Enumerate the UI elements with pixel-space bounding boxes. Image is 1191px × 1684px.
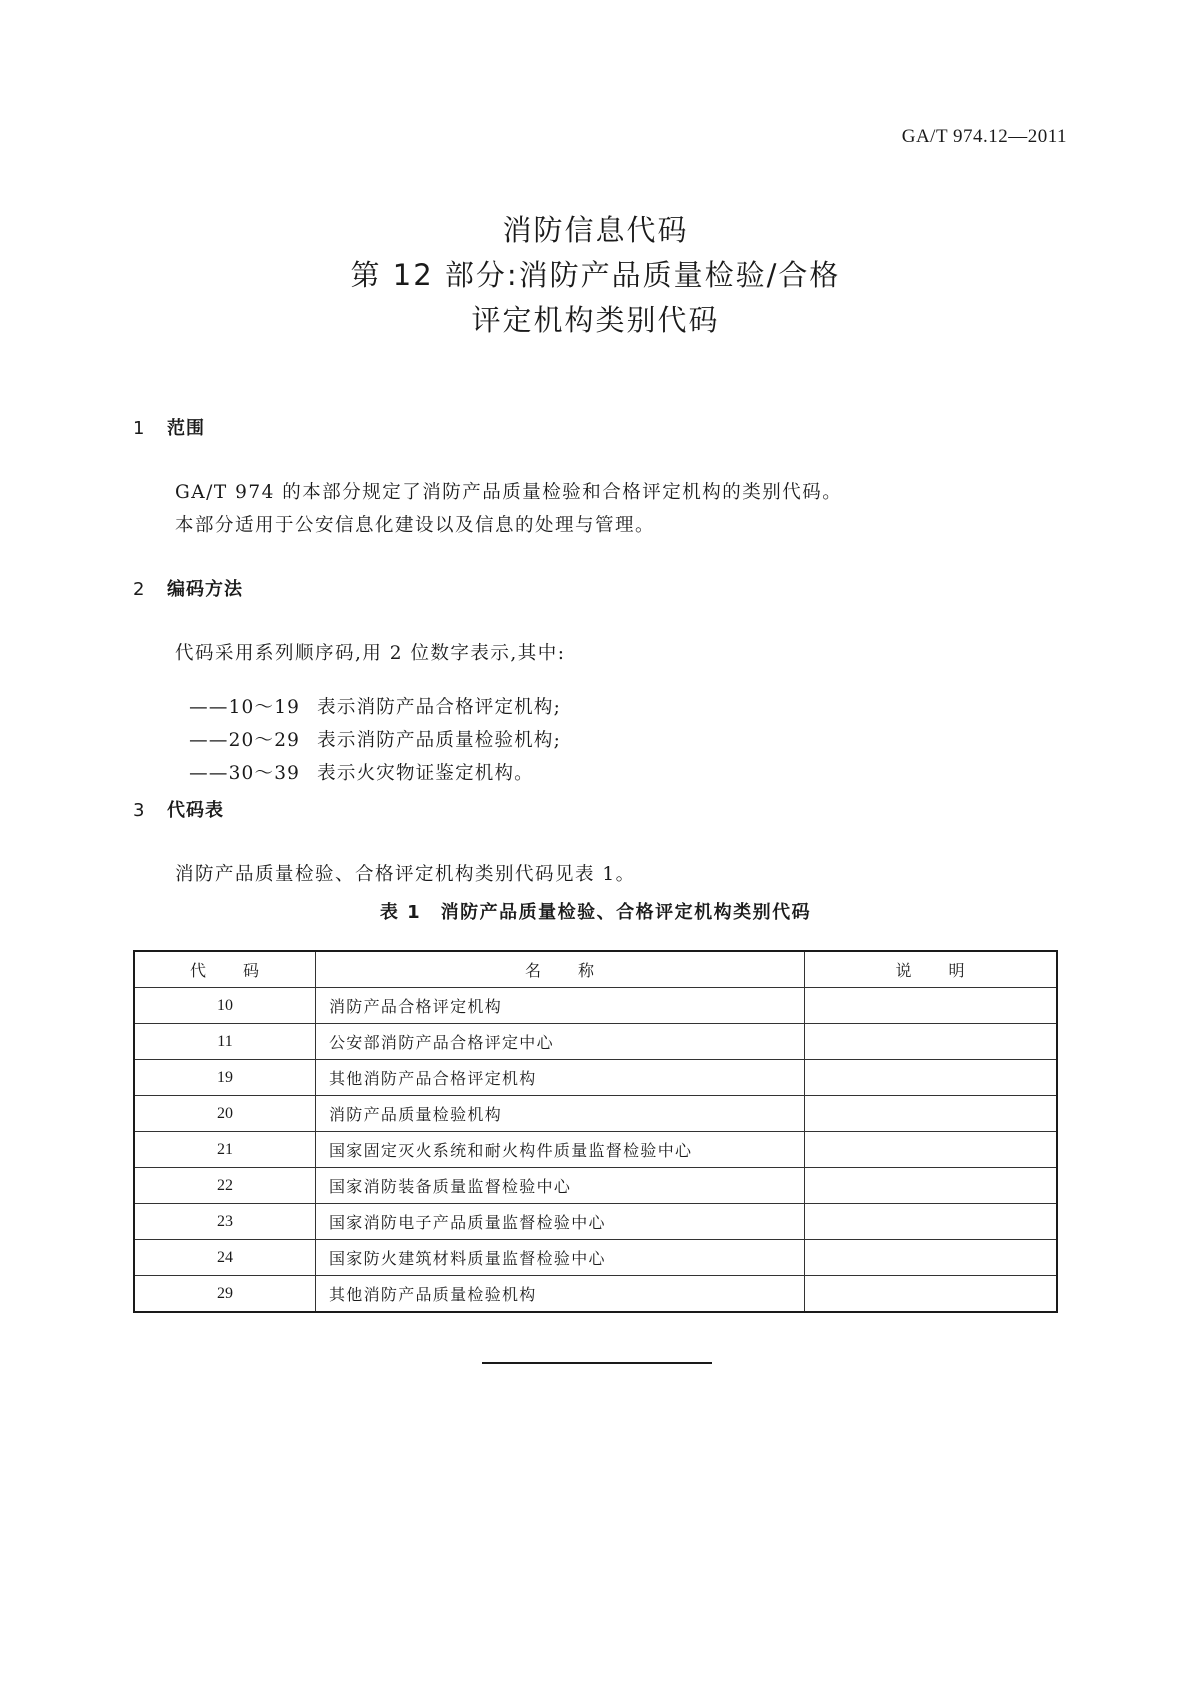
note-cell <box>805 988 1058 1024</box>
column-header-name: 名 称 <box>316 951 805 988</box>
section-heading-scope <box>133 414 205 440</box>
code-cell: 24 <box>134 1240 316 1276</box>
section-number: 2 <box>133 579 146 600</box>
name-cell: 其他消防产品质量检验机构 <box>316 1276 805 1313</box>
table-row <box>134 1240 1057 1276</box>
section-number: 1 <box>133 418 146 439</box>
table-row <box>134 1204 1057 1240</box>
title-line-1: 消防信息代码 <box>502 213 689 247</box>
code-cell: 19 <box>134 1060 316 1096</box>
end-of-document-rule <box>482 1362 712 1364</box>
note-cell <box>805 1096 1058 1132</box>
scope-paragraph-1: GA/T 974 的本部分规定了消防产品质量检验和合格评定机构的类别代码。 <box>175 482 843 503</box>
column-header-note: 说 明 <box>805 951 1058 988</box>
method-intro: 代码采用系列顺序码,用 2 位数字表示,其中: <box>175 643 566 664</box>
scope-paragraph-2: 本部分适用于公安信息化建设以及信息的处理与管理。 <box>175 515 656 536</box>
note-cell <box>805 1060 1058 1096</box>
name-cell: 消防产品合格评定机构 <box>316 988 805 1024</box>
code-table-intro: 消防产品质量检验、合格评定机构类别代码见表 1。 <box>175 864 636 885</box>
code-cell: 22 <box>134 1168 316 1204</box>
column-header-code: 代 码 <box>134 951 316 988</box>
section-number: 3 <box>133 800 146 821</box>
note-cell <box>805 1276 1058 1313</box>
title-line-2: 第 12 部分:消防产品质量检验/合格 <box>350 258 841 292</box>
name-cell: 国家固定灭火系统和耐火构件质量监督检验中心 <box>316 1132 805 1168</box>
section-title: 范围 <box>167 418 205 439</box>
section-heading-method <box>133 575 243 601</box>
code-cell: 11 <box>134 1024 316 1060</box>
note-cell <box>805 1204 1058 1240</box>
name-cell: 国家防火建筑材料质量监督检验中心 <box>316 1240 805 1276</box>
table-row <box>134 1132 1057 1168</box>
list-item <box>175 738 534 785</box>
code-cell: 29 <box>134 1276 316 1313</box>
code-cell: 21 <box>134 1132 316 1168</box>
range-description: 表示消防产品质量检验机构; <box>317 730 562 751</box>
code-cell: 23 <box>134 1204 316 1240</box>
table-row <box>134 988 1057 1024</box>
range-label: ——10～19 <box>189 697 301 718</box>
name-cell: 消防产品质量检验机构 <box>316 1096 805 1132</box>
code-cell: 10 <box>134 988 316 1024</box>
note-cell <box>805 1132 1058 1168</box>
note-cell <box>805 1168 1058 1204</box>
code-cell: 20 <box>134 1096 316 1132</box>
range-description: 表示火灾物证鉴定机构。 <box>317 763 534 784</box>
name-cell: 公安部消防产品合格评定中心 <box>316 1024 805 1060</box>
title-line-3: 评定机构类别代码 <box>471 303 720 337</box>
table-row <box>134 1060 1057 1096</box>
range-label: ——30～39 <box>189 763 301 784</box>
name-cell: 国家消防电子产品质量监督检验中心 <box>316 1204 805 1240</box>
name-cell: 国家消防装备质量监督检验中心 <box>316 1168 805 1204</box>
name-cell: 其他消防产品合格评定机构 <box>316 1060 805 1096</box>
note-cell <box>805 1024 1058 1060</box>
section-title: 代码表 <box>167 800 224 821</box>
table-row <box>134 1096 1057 1132</box>
table-header-row <box>134 951 1057 988</box>
range-label: ——20～29 <box>189 730 301 751</box>
range-description: 表示消防产品合格评定机构; <box>317 697 562 718</box>
document-title <box>0 208 1191 343</box>
section-title: 编码方法 <box>167 579 243 600</box>
table-row <box>134 1168 1057 1204</box>
table-caption: 表 1 消防产品质量检验、合格评定机构类别代码 <box>379 902 812 923</box>
document-code: GA/T 974.12—2011 <box>901 126 1067 147</box>
table-row <box>134 1024 1057 1060</box>
section-heading-code-table <box>133 796 224 822</box>
note-cell <box>805 1240 1058 1276</box>
table-row <box>134 1276 1057 1313</box>
code-table <box>133 950 1058 1313</box>
